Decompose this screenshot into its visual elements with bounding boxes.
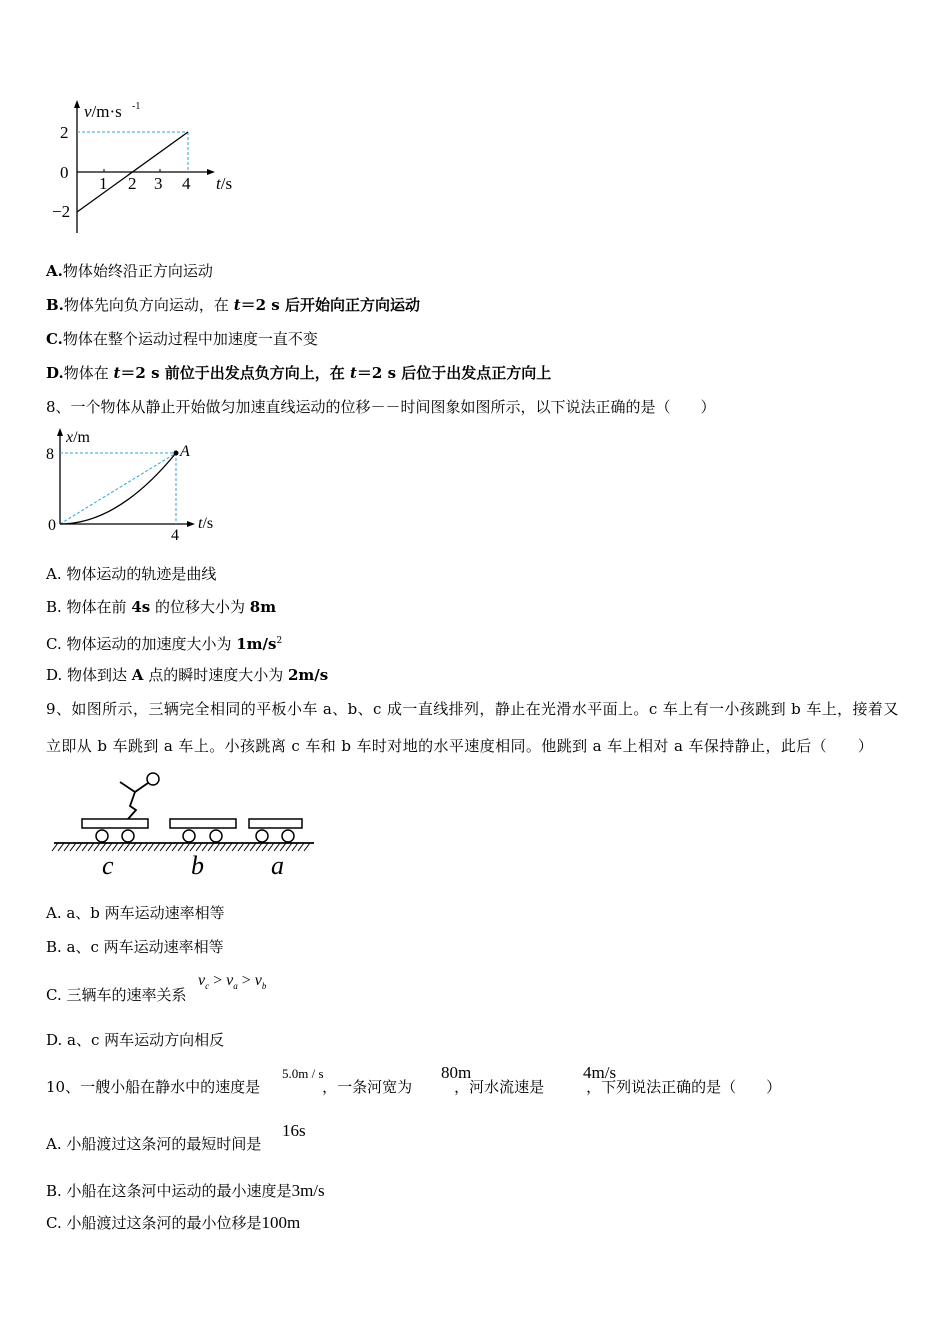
- xt-point-label: A: [180, 443, 190, 460]
- option-text: 物体始终沿正方向运动: [62, 262, 213, 280]
- ground-hatch-stroke: [292, 843, 298, 851]
- vt-ytick-neg2: −2: [52, 202, 71, 221]
- cart-b-deck: [170, 819, 236, 828]
- ground-hatch-stroke: [172, 843, 178, 851]
- option-letter: A.: [46, 262, 63, 280]
- ground-hatch-stroke: [124, 843, 130, 851]
- ground-hatch-stroke: [118, 843, 124, 851]
- ground-hatch-stroke: [178, 843, 184, 851]
- option-text-post: ＝2 s 后位于出发点正方向上: [356, 364, 552, 382]
- q10-option-c: [46, 1213, 300, 1233]
- ground-hatch-stroke: [100, 843, 106, 851]
- q10-option-a-value: 16s: [282, 1121, 306, 1140]
- xt-graph: [44, 425, 224, 545]
- q8-option-d: [46, 665, 328, 685]
- q10-option-a: [46, 1134, 261, 1154]
- ground-hatch-stroke: [262, 843, 268, 851]
- q10-stem-b: ，一条河宽为: [322, 1078, 413, 1096]
- ground-hatch-stroke: [250, 843, 256, 851]
- q9-option-c: [46, 985, 186, 1005]
- q10-stem-a: 10、一艘小船在静水中的速度是: [46, 1078, 261, 1096]
- xt-x-arrow: [187, 521, 195, 527]
- q10-stem-c: ，河水流速是: [454, 1078, 545, 1096]
- q9-option-b: [46, 937, 224, 957]
- q10-option-b: [46, 1181, 325, 1201]
- q7-option-b: [46, 295, 420, 315]
- q10-option-a-text: A. 小船渡过这条河的最短时间是: [46, 1135, 262, 1153]
- ground-hatch-stroke: [220, 843, 226, 851]
- ground-hatch-stroke: [148, 843, 154, 851]
- ground-hatch-stroke: [82, 843, 88, 851]
- ground-hatch-stroke: [106, 843, 112, 851]
- q8-stem: 8、一个物体从静止开始做匀加速直线运动的位移－－时间图象如图所示，以下说法正确的是（ ）: [46, 398, 716, 416]
- ground-hatch-stroke: [286, 843, 292, 851]
- xt-dash-diag: [60, 453, 176, 524]
- ground-hatch-stroke: [94, 843, 100, 851]
- option-text-pre: 物体先向负方向运动，在: [63, 296, 234, 314]
- option-text-pre: D. 物体到达: [46, 666, 132, 684]
- cart-c-wheel: [96, 830, 108, 842]
- vt-ytick-2: 2: [60, 123, 69, 142]
- vt-xlabel: t/s: [216, 174, 233, 193]
- ground-hatch-stroke: [226, 843, 232, 851]
- option-letter: B.: [46, 296, 64, 314]
- ground-hatch-stroke: [208, 843, 214, 851]
- ground-hatch-stroke: [304, 843, 310, 851]
- ground-hatch-stroke: [166, 843, 172, 851]
- q10-width: 80m: [441, 1063, 472, 1082]
- q9-stem-line2: 立即从 b 车跳到 a 车上。小孩跳离 c 车和 b 车时对地的水平速度相同。他跳到 a 车上相对 a 车保持静止，此后（ ）: [46, 737, 874, 755]
- q10-option-b-value: 3m/s: [291, 1181, 325, 1200]
- option-bold2: 8m: [249, 598, 277, 616]
- option-letter: C.: [46, 330, 63, 348]
- vt-xtick-4: 4: [182, 174, 191, 193]
- cart-a-wheel: [256, 830, 268, 842]
- q10-v-boat: 5.0m / s: [282, 1066, 324, 1081]
- ground-hatch-stroke: [184, 843, 190, 851]
- cart-c-deck: [82, 819, 148, 828]
- q9-option-c-text: C. 三辆车的速率关系: [46, 986, 187, 1004]
- vt-x-arrow: [207, 169, 215, 175]
- cart-b-wheel: [210, 830, 222, 842]
- q9-option-d: [46, 1030, 224, 1050]
- child-head: [147, 773, 159, 785]
- ground-hatch-stroke: [190, 843, 196, 851]
- option-text-mid: ＝2 s 前位于出发点负方向上，在: [120, 364, 350, 382]
- cart-a-deck: [249, 819, 302, 828]
- q8-option-c: [46, 631, 282, 654]
- option-text: A. 物体运动的轨迹是曲线: [46, 565, 217, 583]
- ground-hatch-stroke: [160, 843, 166, 851]
- q9-option-a-text: A. a、b 两车运动速率相等: [46, 904, 225, 922]
- child-leg: [128, 792, 136, 819]
- ground-hatch-stroke: [232, 843, 238, 851]
- q10-stem: [46, 1077, 781, 1097]
- q7-option-c: [46, 329, 318, 349]
- xt-origin: 0: [48, 517, 56, 534]
- ground-hatch-stroke: [142, 843, 148, 851]
- carts-figure: [50, 770, 320, 880]
- option-bold: A: [131, 666, 144, 684]
- option-var: t: [113, 364, 121, 382]
- option-bold: 1m/s: [236, 635, 277, 653]
- cart-label-a: a: [271, 851, 284, 880]
- option-text: 物体在整个运动过程中加速度一直不变: [62, 330, 318, 348]
- option-text-pre: B. 物体在前: [46, 598, 132, 616]
- xt-xtick-4: 4: [171, 527, 179, 544]
- q8-option-b: [46, 597, 276, 617]
- ground-hatch-stroke: [244, 843, 250, 851]
- q9-stem-line1: 9、如图所示，三辆完全相同的平板小车 a、b、c 成一直线排列，静止在光滑水平面上。c 车上有一小孩跳到 b 车上，接着又: [46, 700, 899, 718]
- cart-label-c: c: [102, 851, 114, 880]
- xt-ytick-8: 8: [46, 446, 54, 463]
- ground-hatch-stroke: [130, 843, 136, 851]
- ground-hatch-stroke: [112, 843, 118, 851]
- vt-ytick-0: 0: [60, 163, 69, 182]
- q9-option-c-formula: $v_c > v_a > v_b$: [198, 972, 267, 992]
- vt-y-arrow: [74, 100, 80, 108]
- cart-a-wheel: [282, 830, 294, 842]
- ground-hatch-stroke: [196, 843, 202, 851]
- option-bold: 4s: [131, 598, 151, 616]
- ground-hatch-stroke: [274, 843, 280, 851]
- ground-hatch-stroke: [136, 843, 142, 851]
- cart-c-wheel: [122, 830, 134, 842]
- xt-ylabel: x/m: [66, 429, 90, 446]
- vt-xtick-3: 3: [154, 174, 163, 193]
- cart-b-wheel: [183, 830, 195, 842]
- option-text-pre: 物体在: [63, 364, 114, 382]
- child-body: [135, 783, 148, 792]
- q8-option-a: [46, 564, 216, 584]
- ground-hatch-stroke: [214, 843, 220, 851]
- option-var: t: [233, 296, 241, 314]
- q10-v-water: 4m/s: [583, 1063, 617, 1082]
- ground-hatch-stroke: [202, 843, 208, 851]
- child-arm: [120, 782, 135, 792]
- option-letter: D.: [46, 364, 64, 382]
- option-sup: 2: [276, 636, 283, 646]
- q10-option-c-text: C. 小船渡过这条河的最小位移是: [46, 1214, 262, 1232]
- ground-hatch-stroke: [52, 843, 58, 851]
- ground-hatch-stroke: [268, 843, 274, 851]
- ground-hatch: [52, 843, 310, 851]
- q7-option-a: [46, 261, 213, 281]
- q9-option-b-text: B. a、c 两车运动速率相等: [46, 938, 224, 956]
- ground-hatch-stroke: [58, 843, 64, 851]
- option-text-post: 的位移大小为: [150, 598, 250, 616]
- option-text-pre: C. 物体运动的加速度大小为: [46, 635, 237, 653]
- option-text-post: 点的瞬时速度大小为: [143, 666, 288, 684]
- q9-option-d-text: D. a、c 两车运动方向相反: [46, 1031, 225, 1049]
- q10-stem-d: ，下列说法正确的是（ ）: [586, 1078, 782, 1096]
- ground-hatch-stroke: [280, 843, 286, 851]
- ground-hatch-stroke: [64, 843, 70, 851]
- q9-option-a: [46, 903, 225, 923]
- option-text-post: ＝2 s 后开始向正方向运动: [240, 296, 420, 314]
- q7-option-d: [46, 363, 551, 383]
- ground-hatch-stroke: [70, 843, 76, 851]
- ground-hatch-stroke: [298, 843, 304, 851]
- q10-option-c-value: 100m: [261, 1213, 301, 1232]
- option-var2: t: [349, 364, 357, 382]
- ground-hatch-stroke: [154, 843, 160, 851]
- ground-hatch-stroke: [238, 843, 244, 851]
- xt-xlabel: t/s: [198, 515, 214, 532]
- vt-xtick-1: 1: [99, 174, 108, 193]
- xt-point-a: [174, 451, 179, 456]
- option-bold2: 2m/s: [287, 666, 329, 684]
- vt-xtick-2: 2: [128, 174, 137, 193]
- q10-option-b-text: B. 小船在这条河中运动的最小速度是: [46, 1182, 292, 1200]
- ground-hatch-stroke: [76, 843, 82, 851]
- ground-hatch-stroke: [88, 843, 94, 851]
- cart-label-b: b: [191, 851, 204, 880]
- vt-ylabel: v/m·s: [84, 102, 122, 121]
- vt-ylabel-exp: -1: [132, 101, 141, 112]
- vt-graph: [50, 98, 250, 238]
- xt-y-arrow: [57, 428, 63, 436]
- ground-hatch-stroke: [256, 843, 262, 851]
